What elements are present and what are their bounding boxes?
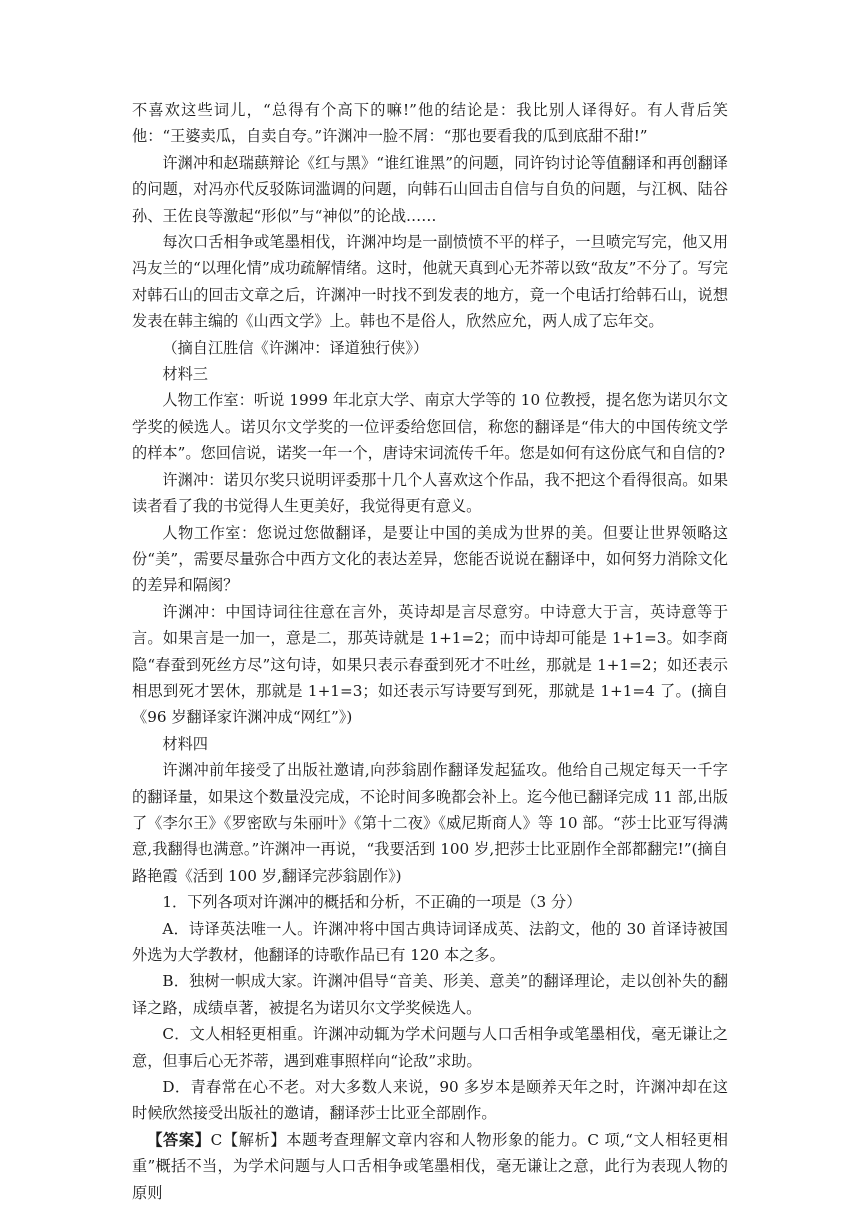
option-d: D．青春常在心不老。对大多数人来说，90 多岁本是颐养天年之时，许渊冲却在这时候欣然接受出版社的邀请，翻译莎士比亚全部剧作。 xyxy=(132,1078,728,1123)
paragraph: 许渊冲前年接受了出版社邀请,向莎翁剧作翻译发起猛攻。他给自己规定每天一千字的翻译量，如果这个数量没完成，不论时间多晚都会补上。迄今他已翻译完成 11 部,出版了《李尔王》《罗密欧与朱丽叶》《第十二夜》《威尼斯商人》等 10 部。“莎士比亚写得满意,我翻得也满意。”许渊冲一再说，“我要活到 100 岁,把莎士比亚剧作全部都翻完!”(摘自路艳霞《活到 100 岁,翻译完莎翁剧作》) xyxy=(132,761,728,885)
paragraph: 人物工作室：您说过您做翻译，是要让中国的美成为世界的美。但要让世界领略这份“美”，需要尽量弥合中西方文化的表达差异，您能否说说在翻译中，如何努力消除文化的差异和隔阂？ xyxy=(132,523,728,595)
document-page xyxy=(132,97,728,1206)
section-heading-material-4: 材料四 xyxy=(162,734,208,753)
answer-tag: 【答案】 xyxy=(147,1130,211,1149)
source-citation: （摘自江胜信《许渊冲：译道独行侠》） xyxy=(162,338,429,357)
paragraph: 许渊冲：中国诗词往往意在言外，英诗却是言尽意穷。中诗意大于言，英诗意等于言。如果言是一加一，意是二，那英诗就是 1+1=2；而中诗却可能是 1+1=3。如李商隐“春蚕到死丝方尽”这句诗，如果只表示春蚕到死才不吐丝，那就是 1+1=2；如还表示相思到死才罢休，那就是 1+1=3；如还表示写诗要写到死，那就是 1+1=4 了。(摘自《96 岁翻译家许渊冲成“网红”》) xyxy=(132,602,728,727)
paragraph: 不喜欢这些词儿，“总得有个高下的嘛!”他的结论是：我比别人译得好。有人背后笑他：“王婆卖瓜，自卖自夸。”许渊冲一脸不屑：“那也要看我的瓜到底甜不甜!” xyxy=(132,101,728,146)
option-b: B．独树一帜成大家。许渊冲倡导“音美、形美、意美”的翻译理论，走以创补失的翻译之路，成绩卓著，被提名为诺贝尔文学奖候选人。 xyxy=(132,972,728,1017)
paragraph: 人物工作室：听说 1999 年北京大学、南京大学等的 10 位教授，提名您为诺贝尔文学奖的候选人。诺贝尔文学奖的一位评委给您回信，称您的翻译是“伟大的中国传统文学的样本”。您回信说，诺奖一年一个，唐诗宋词流传千年。您是如何有这份底气和自信的? xyxy=(132,391,728,463)
section-heading-material-3: 材料三 xyxy=(162,365,208,384)
paragraph: 许渊冲：诺贝尔奖只说明评委那十几个人喜欢这个作品，我不把这个看得很高。如果读者看了我的书觉得人生更美好，我觉得更有意义。 xyxy=(132,470,728,516)
option-c: C．文人相轻更相重。许渊冲动辄为学术问题与人口舌相争或笔墨相伐，毫无谦让之意，但事后心无芥蒂，遇到难事照样向“论敌”求助。 xyxy=(132,1025,728,1070)
answer-text: C【解析】本题考查理解文章内容和人物形象的能力。C 项,“文人相轻更相重”概括不当，为学术问题与人口舌相争或笔墨相伐，毫无谦让之意，此行为表现人物的原则 xyxy=(132,1130,728,1202)
paragraph: 许渊冲和赵瑞蕻辩论《红与黑》“谁红谁黑”的问题，同许钧讨论等值翻译和再创翻译的问题，对冯亦代反驳陈词滥调的问题，向韩石山回击自信与自负的问题，与江枫、陆谷孙、王佐良等激起“形似”与“神似”的论战…… xyxy=(132,153,728,225)
answer-explanation xyxy=(132,1127,728,1206)
option-a: A．诗译英法唯一人。许渊冲将中国古典诗词译成英、法韵文，他的 30 首译诗被国外选为大学教材，他翻译的诗歌作品已有 120 本之多。 xyxy=(132,919,728,964)
paragraph: 每次口舌相争或笔墨相伐，许渊冲均是一副愤愤不平的样子，一旦喷完写完，他又用冯友兰的“以理化情”成功疏解情绪。这时，他就天真到心无芥蒂以致“敌友”不分了。写完对韩石山的回击文章之后，许渊冲一时找不到发表的地方，竟一个电话打给韩石山，说想发表在韩主编的《山西文学》上。韩也不是俗人，欣然应允，两人成了忘年交。 xyxy=(132,233,728,331)
question-stem: 1．下列各项对许渊冲的概括和分析，不正确的一项是（3 分） xyxy=(162,893,582,912)
